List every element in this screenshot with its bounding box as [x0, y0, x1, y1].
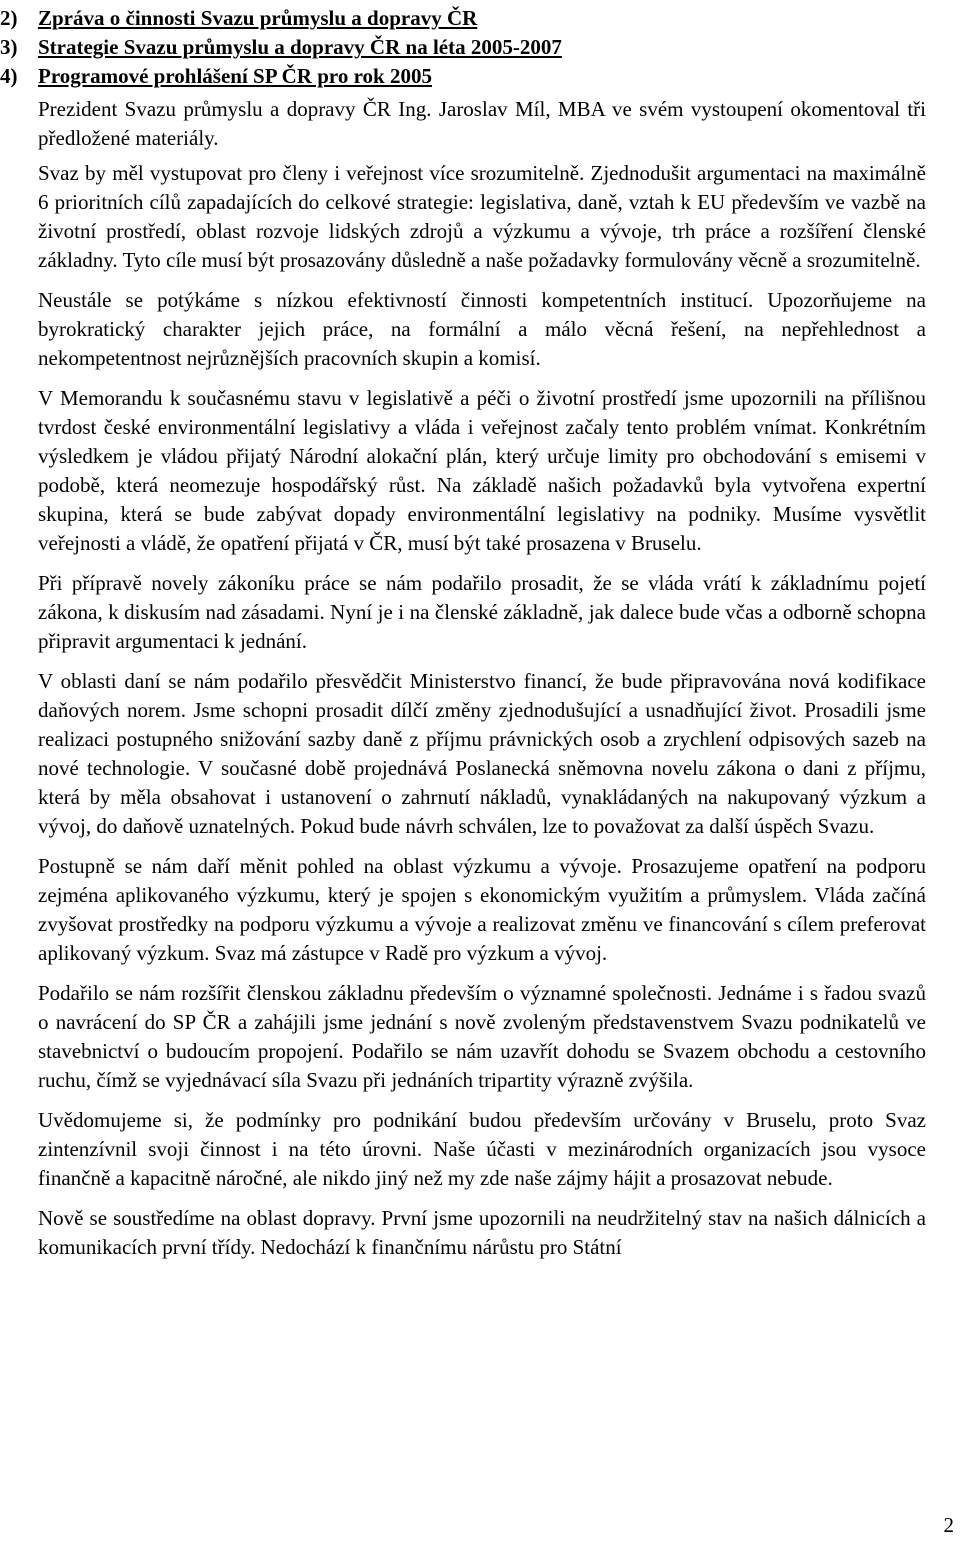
agenda-item-number: 3)	[0, 35, 18, 59]
agenda-item-text: Zpráva o činnosti Svazu průmyslu a dopravy ČR	[38, 6, 478, 30]
paragraph: Podařilo se nám rozšířit členskou základnu především o významné společnosti. Jednáme i s řadou svazů o navrácení do SP ČR a zahájili jsme jednání s nově zvoleným představenstvem Svazu podnikatelů ve stavebnictví o budoucím propojení. Podařilo se nám uzavřít dohodu se Svazem obchodu a cestovního ruchu, čímž se vyjednávací síla Svazu při jednáních tripartity výrazně zvýšila.	[38, 981, 926, 1092]
agenda-item-text: Programové prohlášení SP ČR pro rok 2005	[38, 64, 432, 88]
document-page	[0, 4, 926, 1273]
agenda-item	[0, 4, 926, 33]
agenda-item-text: Strategie Svazu průmyslu a dopravy ČR na léta 2005-2007	[38, 35, 562, 59]
paragraph: V Memorandu k současnému stavu v legislativě a péči o životní prostředí jsme upozornili na přílišnou tvrdost české environmentální legislativy a vláda i veřejnost začaly tento problém vnímat. Konkrétním výsledkem je vládou přijatý Národní alokační plán, který určuje limity pro obchodování s emisemi v podobě, která neomezuje hospodářský růst. Na základě našich požadavků byla vytvořena expertní skupina, která se bude zabývat dopady environmentální legislativy na podniky. Musíme vysvětlit veřejnosti a vládě, že opatření přijatá v ČR, musí být také prosazena v Bruselu.	[38, 386, 926, 555]
agenda-item	[0, 33, 926, 62]
paragraph: V oblasti daní se nám podařilo přesvědčit Ministerstvo financí, že bude připravována nová kodifikace daňových norem. Jsme schopni prosadit dílčí změny zjednodušující a usnadňující život. Prosadili jsme realizaci postupného snižování sazby daně z příjmu právnických osob a zrychlení odpisových sazeb na nové technologie. V současné době projednává Poslanecká sněmovna novelu zákona o dani z příjmu, která by měla obsahovat i ustanovení o zahrnutí nákladů, vynakládaných na nakupovaný výzkum a vývoj, do daňově uznatelných. Pokud bude návrh schválen, lze to považovat za další úspěch Svazu.	[38, 669, 926, 838]
agenda-item-number: 2)	[0, 6, 18, 30]
agenda-item	[0, 62, 926, 91]
paragraph: Při přípravě novely zákoníku práce se nám podařilo prosadit, že se vláda vrátí k základnímu pojetí zákona, k diskusím nad zásadami. Nyní je i na členské základně, jak dalece bude včas a odborně schopna připravit argumentaci k jednání.	[38, 571, 926, 653]
paragraph: Nově se soustředíme na oblast dopravy. První jsme upozornili na neudržitelný stav na našich dálnicích a komunikacích první třídy. Nedochází k finančnímu nárůstu pro Státní	[38, 1206, 926, 1259]
paragraph: Prezident Svazu průmyslu a dopravy ČR Ing. Jaroslav Míl, MBA ve svém vystoupení okomentoval tři předložené materiály.	[38, 97, 926, 150]
paragraph: Svaz by měl vystupovat pro členy i veřejnost více srozumitelně. Zjednodušit argumentaci na maximálně 6 prioritních cílů zapadajících do celkové strategie: legislativa, daně, vztah k EU především ve vazbě na životní prostředí, oblast rozvoje lidských zdrojů a výzkumu a vývoje, trh práce a rozšíření členské základny. Tyto cíle musí být prosazovány důsledně a naše požadavky formulovány věcně a srozumitelně.	[38, 161, 926, 272]
paragraph: Uvědomujeme si, že podmínky pro podnikání budou především určovány v Bruselu, proto Svaz zintenzívnil svoji činnost i na této úrovni. Naše účasti v mezinárodních organizacích jsou vysoce finančně a kapacitně náročné, ale nikdo jiný než my zde naše zájmy hájit a prosazovat nebude.	[38, 1108, 926, 1190]
agenda-list	[0, 4, 926, 91]
page-number: 2	[943, 1513, 954, 1537]
paragraph: Neustále se potýkáme s nízkou efektivností činnosti kompetentních institucí. Upozorňujeme na byrokratický charakter jejich práce, na formální a málo věcná řešení, na nepřehlednost a nekompetentnost nejrůznějších pracovních skupin a komisí.	[38, 288, 926, 370]
paragraph: Postupně se nám daří měnit pohled na oblast výzkumu a vývoje. Prosazujeme opatření na podporu zejména aplikovaného výzkumu, který je spojen s ekonomickým využitím a průmyslem. Vláda začíná zvyšovat prostředky na podporu výzkumu a vývoje a realizovat změnu ve financování s cílem preferovat aplikovaný výzkum. Svaz má zástupce v Radě pro výzkum a vývoj.	[38, 854, 926, 965]
agenda-item-number: 4)	[0, 64, 18, 88]
